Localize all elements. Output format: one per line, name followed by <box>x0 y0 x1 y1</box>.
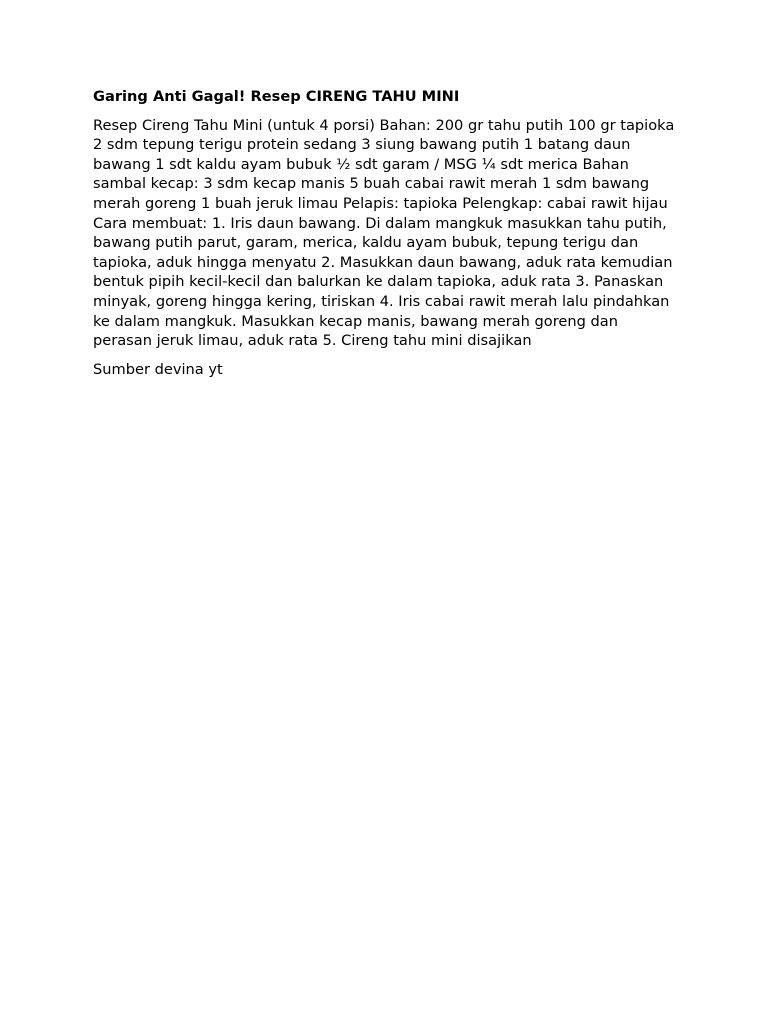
document-title: Garing Anti Gagal! Resep CIRENG TAHU MINI <box>93 88 460 105</box>
recipe-body: Resep Cireng Tahu Mini (untuk 4 porsi) Bahan: 200 gr tahu putih 100 gr tapioka 2 sdm tepung terigu protein sedang 3 siung bawang putih 1 batang daun bawang 1 sdt kaldu ayam bubuk ½ sdt garam / MSG ¼ sdt merica Bahan sambal kecap: 3 sdm kecap manis 5 buah cabai rawit merah 1 sdm bawang merah goreng 1 buah jeruk limau Pelapis: tapioka Pelengkap: cabai rawit hijau Cara membuat: 1. Iris daun bawang. Di dalam mangkuk masukkan tahu putih, bawang putih parut, garam, merica, kaldu ayam bubuk, tepung terigu dan tapioka, aduk hingga menyatu 2. Masukkan daun bawang, aduk rata kemudian bentuk pipih kecil-kecil dan balurkan ke dalam tapioka, aduk rata 3. Panaskan minyak, goreng hingga kering, tiriskan 4. Iris cabai rawit merah lalu pindahkan ke dalam mangkuk. Masukkan kecap manis, bawang merah goreng dan perasan jeruk limau, aduk rata 5. Cireng tahu mini disajikan <box>93 116 675 350</box>
document-content <box>93 87 678 379</box>
source-credit: Sumber devina yt <box>93 360 223 378</box>
